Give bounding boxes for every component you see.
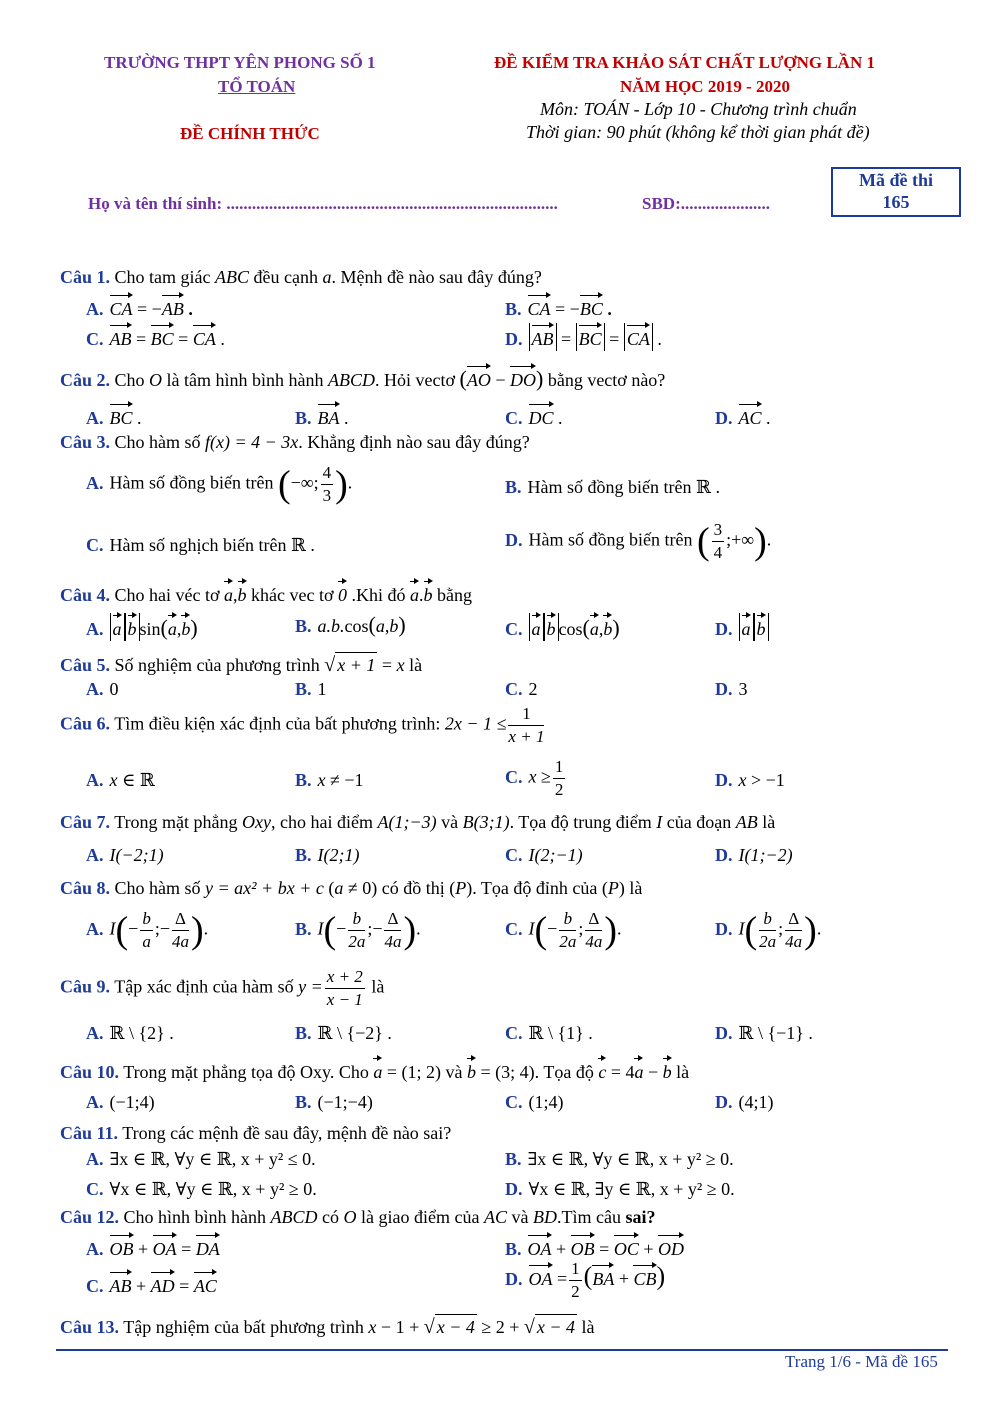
candidate-name-field: Họ và tên thí sinh: .............................................................................. <box>88 194 558 213</box>
q12-option-c[interactable]: C. AB + AD = AC <box>86 1270 217 1298</box>
time-line: Thời gian: 90 phút (không kể thời gian phát đề) <box>526 122 870 142</box>
q8-option-b[interactable]: B. I(− $\frac{b}{2a}$ ;− $\frac{\Delta}{4a}$ ). <box>295 909 421 952</box>
page-footer: Trang 1/6 - Mã đề 165 <box>785 1352 938 1371</box>
q11-option-a[interactable]: A. ∃x ∈ ℝ, ∀y ∈ ℝ, x + y² ≤ 0. <box>86 1149 316 1169</box>
school-year: NĂM HỌC 2019 - 2020 <box>620 77 790 96</box>
question-1: Câu 1. Cho tam giác ABC đều cạnh a. Mệnh đề nào sau đây đúng? <box>60 267 542 287</box>
question-4: Câu 4. Cho hai véc tơ a,b khác vec tơ 0 .Khi đó a.b bằng <box>60 579 472 607</box>
q1-option-b[interactable]: B. CA = −BC . <box>505 293 612 321</box>
q8-option-a[interactable]: A. I(− $\frac{b}{a}$ ;− $\frac{\Delta}{4a}$ ). <box>86 909 209 952</box>
q11-option-d[interactable]: D. ∀x ∈ ℝ, ∃y ∈ ℝ, x + y² ≥ 0. <box>505 1179 735 1199</box>
question-7: Câu 7. Trong mặt phẳng Oxy, cho hai điểm A(1;−3) và B(3;1). Tọa độ trung điểm I của đoạn AB là <box>60 812 776 832</box>
q10-option-c[interactable]: C. (1;4) <box>505 1092 564 1112</box>
q9-option-c[interactable]: C. ℝ \ {1} . <box>505 1023 593 1043</box>
department: TỔ TOÁN <box>218 77 296 96</box>
q4-option-c[interactable]: C. a b cos(a,b) <box>505 615 620 640</box>
question-9: Câu 9. Tập xác định của hàm số y = $\frac{x + 2}{x - 1}$ là <box>60 967 385 1009</box>
q2-option-a[interactable]: A. BC . <box>86 402 142 430</box>
question-8: Câu 8. Cho hàm số y = ax² + bx + c (a ≠ 0) có đồ thị (P). Tọa độ đỉnh của (P) là <box>60 878 643 898</box>
q9-option-a[interactable]: A. ℝ \ {2} . <box>86 1023 174 1043</box>
exam-code-value: 165 <box>882 192 910 212</box>
q12-option-b[interactable]: B. OA + OB = OC + OD <box>505 1233 684 1261</box>
q6-option-a[interactable]: A. x ∈ ℝ <box>86 770 155 790</box>
q7-option-c[interactable]: C. I(2;−1) <box>505 845 583 865</box>
exam-code-label: Mã đề thi <box>859 170 933 190</box>
q12-option-a[interactable]: A. OB + OA = DA <box>86 1233 220 1261</box>
q11-option-c[interactable]: C. ∀x ∈ ℝ, ∀y ∈ ℝ, x + y² ≥ 0. <box>86 1179 317 1199</box>
official-label: ĐỀ CHÍNH THỨC <box>180 124 320 143</box>
q6-option-b[interactable]: B. x ≠ −1 <box>295 770 364 790</box>
q3-option-c[interactable]: C. Hàm số nghịch biến trên ℝ . <box>86 535 315 555</box>
question-6: Câu 6. Tìm điều kiện xác định của bất phương trình: 2x − 1 ≤ $\frac{1}{x + 1}$ <box>60 704 545 746</box>
q11-option-b[interactable]: B. ∃x ∈ ℝ, ∀y ∈ ℝ, x + y² ≥ 0. <box>505 1149 734 1169</box>
question-3: Câu 3. Cho hàm số f(x) = 4 − 3x. Khẳng định nào sau đây đúng? <box>60 432 530 452</box>
q8-option-d[interactable]: D. I( $\frac{b}{2a}$ ; $\frac{\Delta}{4a}$ ). <box>715 909 822 952</box>
q5-option-b[interactable]: B. 1 <box>295 679 327 699</box>
q4-option-a[interactable]: A. a b sin(a,b) <box>86 615 198 640</box>
question-10: Câu 10. Trong mặt phẳng tọa độ Oxy. Cho a = (1; 2) và b = (3; 4). Tọa độ c = 4a − b là <box>60 1056 689 1084</box>
q8-option-c[interactable]: C. I(− $\frac{b}{2a}$ ; $\frac{\Delta}{4a}$ ). <box>505 909 622 952</box>
question-11: Câu 11. Trong các mệnh đề sau đây, mệnh đề nào sai? <box>60 1123 452 1143</box>
q10-option-b[interactable]: B. (−1;−4) <box>295 1092 373 1112</box>
q3-option-a[interactable]: A. Hàm số đồng biến trên (−∞; $\frac{4}{3}$ ). <box>86 463 353 506</box>
q7-option-a[interactable]: A. I(−2;1) <box>86 845 164 865</box>
q2-option-d[interactable]: D. AC . <box>715 402 771 430</box>
q1-option-d[interactable]: D. AB = BC = CA . <box>505 323 662 351</box>
q2-option-c[interactable]: C. DC . <box>505 402 563 430</box>
q3-option-d[interactable]: D. Hàm số đồng biến trên ( $\frac{3}{4}$ ;+∞). <box>505 520 772 563</box>
q4-option-d[interactable]: D. a b <box>715 613 769 641</box>
q5-option-c[interactable]: C. 2 <box>505 679 538 699</box>
q1-option-c[interactable]: C. AB = BC = CA . <box>86 323 225 351</box>
footer-divider <box>56 1349 948 1351</box>
q7-option-b[interactable]: B. I(2;1) <box>295 845 360 865</box>
q4-option-b[interactable]: B. a.b.cos(a,b) <box>295 612 406 637</box>
q10-option-d[interactable]: D. (4;1) <box>715 1092 774 1112</box>
subject-line: Môn: TOÁN - Lớp 10 - Chương trình chuẩn <box>540 99 857 119</box>
exam-title: ĐỀ KIỂM TRA KHẢO SÁT CHẤT LƯỢNG LẦN 1 <box>494 53 875 72</box>
q7-option-d[interactable]: D. I(1;−2) <box>715 845 793 865</box>
q9-option-b[interactable]: B. ℝ \ {−2} . <box>295 1023 392 1043</box>
q6-option-c[interactable]: C. x ≥ $\frac{1}{2}$ <box>505 757 564 799</box>
q3-option-b[interactable]: B. Hàm số đồng biến trên ℝ . <box>505 477 720 497</box>
question-12: Câu 12. Cho hình bình hành ABCD có O là giao điểm của AC và BD.Tìm câu sai? <box>60 1207 656 1227</box>
candidate-sbd-field: SBD:..................... <box>642 194 770 213</box>
school-name: TRƯỜNG THPT YÊN PHONG SỐ 1 <box>104 53 376 72</box>
q5-option-d[interactable]: D. 3 <box>715 679 748 699</box>
q5-option-a[interactable]: A. 0 <box>86 679 119 699</box>
q6-option-d[interactable]: D. x > −1 <box>715 770 785 790</box>
question-5: Câu 5. Số nghiệm của phương trình √ x + 1 = x là <box>60 654 423 676</box>
q9-option-d[interactable]: D. ℝ \ {−1} . <box>715 1023 813 1043</box>
q12-option-d[interactable]: D. OA = $\frac{1}{2}$ (BA + CB) <box>505 1259 666 1301</box>
question-13: Câu 13. Tập nghiệm của bất phương trình x − 1 + √ x − 4 ≥ 2 + √ x − 4 là <box>60 1316 595 1338</box>
q1-option-a[interactable]: A. CA = −AB . <box>86 293 193 321</box>
q2-option-b[interactable]: B. BA . <box>295 402 349 430</box>
question-2: Câu 2. Cho O là tâm hình bình hành ABCD. Hỏi vectơ (AO − DO) bằng vectơ nào? <box>60 366 666 391</box>
exam-code-box <box>831 167 961 217</box>
q10-option-a[interactable]: A. (−1;4) <box>86 1092 155 1112</box>
